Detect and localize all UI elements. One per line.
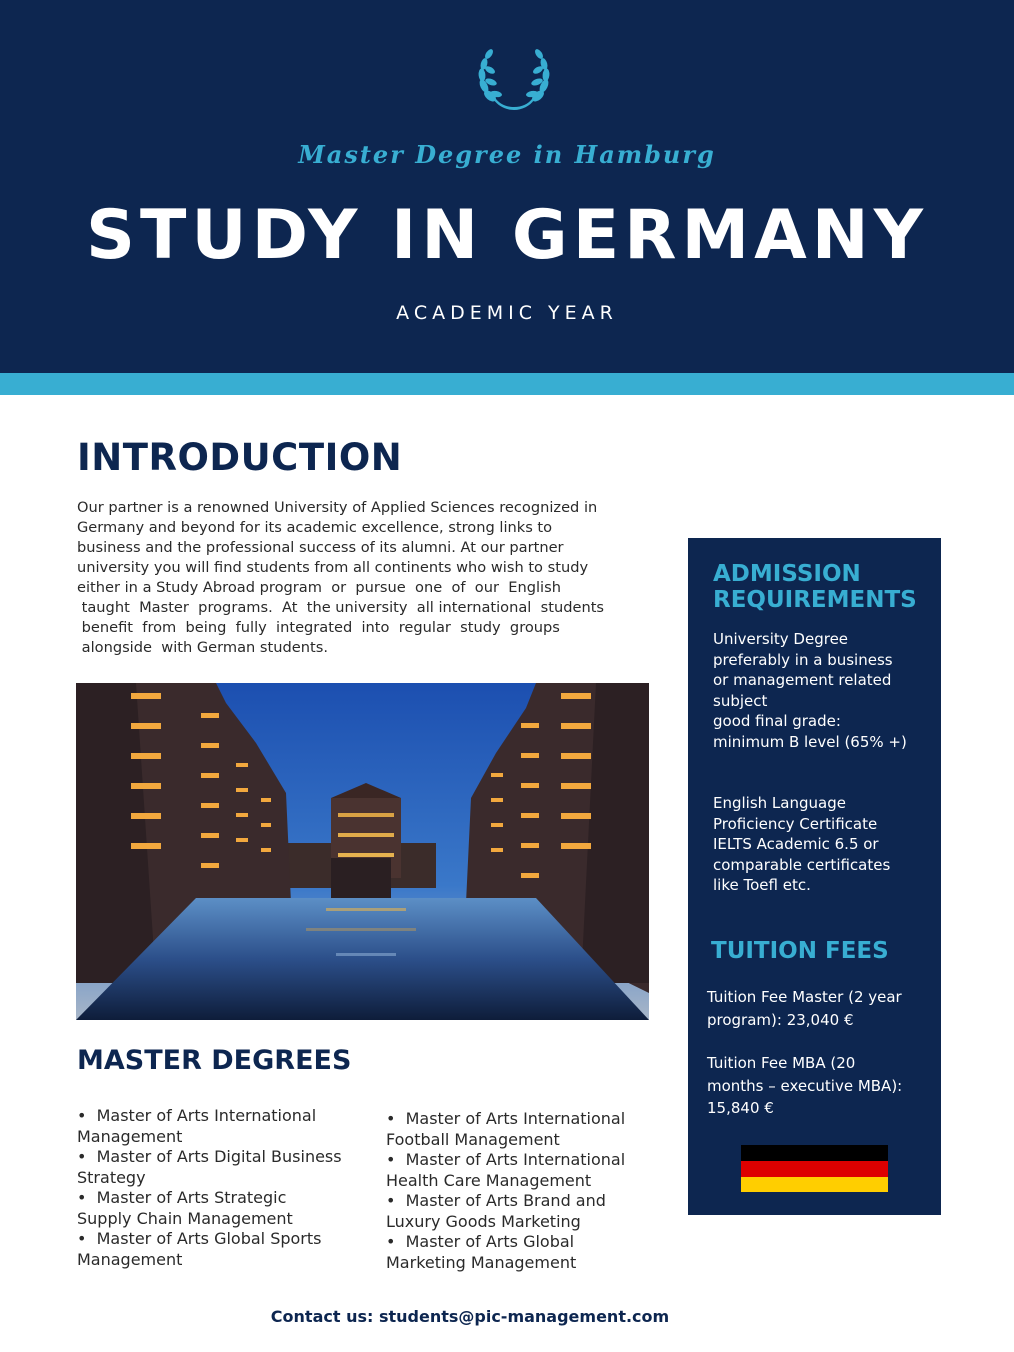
admission-language-text: English Language Proficiency Certificate IELTS Academic 6.5 or comparable certificates like Toefl etc. <box>713 794 891 894</box>
laurel-wreath-icon <box>476 44 552 116</box>
contact-line: Contact us: students@pic-management.com <box>270 1307 670 1326</box>
hamburg-canal-photo <box>76 683 649 1020</box>
introduction-heading: INTRODUCTION <box>77 436 403 479</box>
header-banner <box>0 0 1014 373</box>
list-item: • Master of Arts Global Marketing Management <box>386 1232 577 1272</box>
header-accent-stripe <box>0 373 1014 395</box>
header-subtitle: Master Degree in Hamburg <box>298 140 716 169</box>
intro-line: university you will find students from all continents who wish to study <box>77 559 589 576</box>
header-tagline: ACADEMIC YEAR <box>396 302 618 324</box>
info-sidebar <box>688 538 941 1215</box>
list-item: • Master of Arts Strategic Supply Chain Management <box>77 1188 293 1228</box>
intro-line: taught Master programs. At the university all international students <box>77 599 605 616</box>
intro-line: benefit from being fully integrated into regular study groups <box>77 619 560 636</box>
intro-line: alongside with German students. <box>77 639 328 656</box>
intro-line: business and the professional success of its alumni. At our partner <box>77 539 564 556</box>
master-degrees-heading: MASTER DEGREES <box>77 1045 352 1076</box>
page-title: STUDY IN GERMANY <box>86 196 928 275</box>
list-item: • Master of Arts International Football Management <box>386 1109 626 1149</box>
list-item: • Master of Arts International Health Care Management <box>386 1150 626 1190</box>
intro-line: Our partner is a renowned University of Applied Sciences recognized in <box>77 499 598 516</box>
intro-line: Germany and beyond for its academic excellence, strong links to <box>77 519 553 536</box>
tuition-master-text: Tuition Fee Master (2 year program): 23,040 € <box>707 988 902 1029</box>
list-item: • Master of Arts Global Sports Management <box>77 1229 322 1269</box>
list-item: • Master of Arts Brand and Luxury Goods Marketing <box>386 1191 606 1231</box>
master-degrees-list-left <box>77 1106 367 1270</box>
intro-line: either in a Study Abroad program or pursue one of our English <box>77 579 561 596</box>
list-item: • Master of Arts International Management <box>77 1106 317 1146</box>
admission-heading: ADMISSION REQUIREMENTS <box>713 561 917 613</box>
admission-degree-text: University Degree preferably in a business or management related subject good final grade: minimum B level (65% +) <box>713 630 907 751</box>
master-degrees-list-right <box>386 1109 656 1273</box>
list-item: • Master of Arts Digital Business Strategy <box>77 1147 342 1187</box>
tuition-heading: TUITION FEES <box>711 938 889 964</box>
introduction-text <box>77 498 647 658</box>
german-flag-icon <box>741 1145 888 1192</box>
tuition-mba-text: Tuition Fee MBA (20 months – executive MBA): 15,840 € <box>707 1054 903 1117</box>
